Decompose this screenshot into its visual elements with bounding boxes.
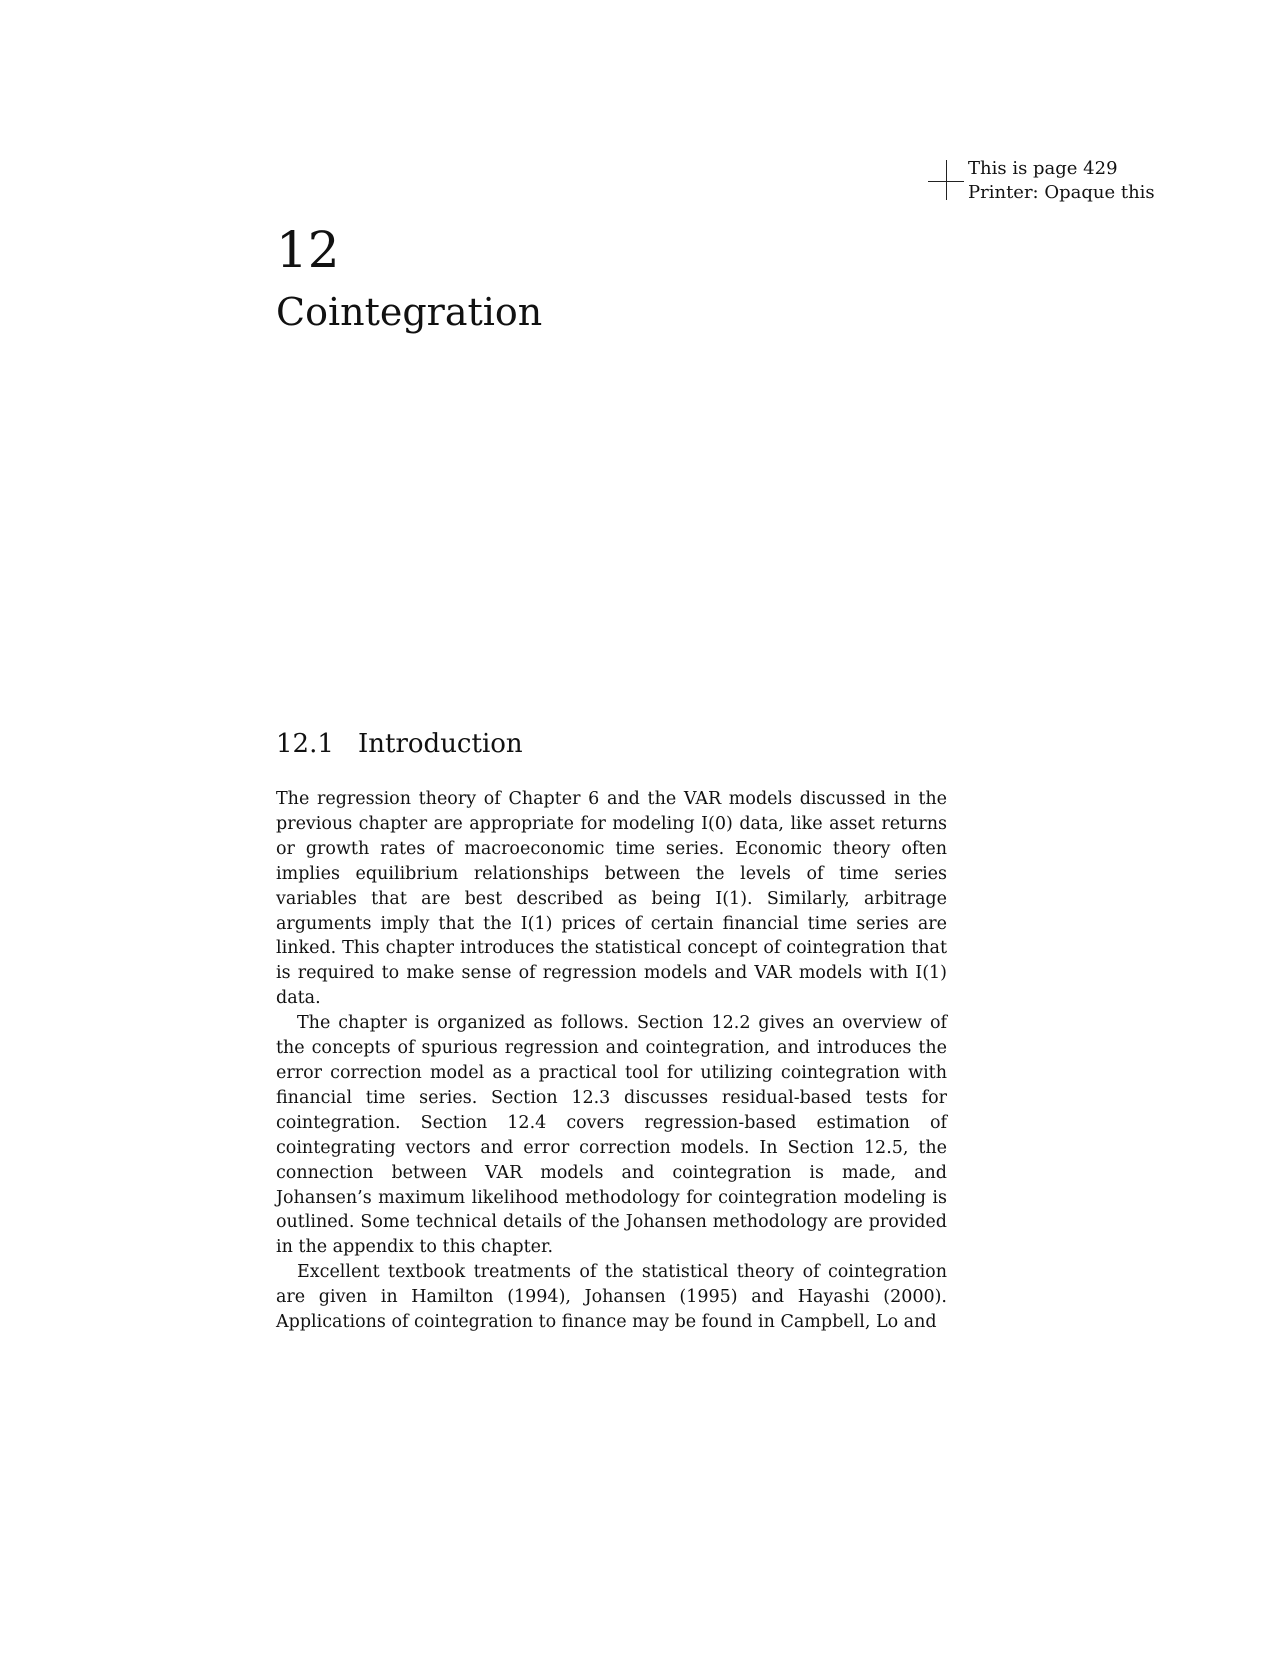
paragraph-1: The regression theory of Chapter 6 and the VAR models discussed in the previous chapter are appropriate for modeling I(0) data, like asset returns or growth rates of macroeconomic time series. Economic theory often implies equilibrium relationships between the levels of time series variables that are best described as being I(1). Similarly, arbitrage arguments imply that the I(1) prices of certain financial time series are linked. This chapter introduces the statistical concept of cointegration that is required to make sense of regression models and VAR models with I(1) data. [276, 789, 947, 1009]
printer-info-line: Printer: Opaque this [968, 182, 1155, 203]
paragraph-2: The chapter is organized as follows. Section 12.2 gives an overview of the concepts of spurious regression and cointegration, and introduces the error correction model as a practical tool for utilizing cointegration with financial time series. Section 12.3 discusses residual-based tests for cointegration. Section 12.4 covers regression-based estimation of cointegrating vectors and error correction models. In Section 12.5, the connection between VAR models and cointegration is made, and Johansen’s maximum likelihood methodology for cointegration modeling is outlined. Some technical details of the Johansen methodology are provided in the appendix to this chapter. [276, 1013, 947, 1258]
chapter-number: 12 [276, 221, 340, 279]
section-number: 12.1 [276, 729, 334, 759]
section-heading [276, 728, 523, 760]
printer-info [968, 157, 1155, 205]
page-info-line: This is page 429 [968, 158, 1118, 179]
section-title: Introduction [358, 729, 523, 759]
chapter-title: Cointegration [276, 290, 543, 334]
paragraph-3: Excellent textbook treatments of the statistical theory of cointegration are given in Hamilton (1994), Johansen (1995) and Hayashi (2000). Applications of cointegration to finance may be found in Campbell, Lo and [276, 1262, 947, 1333]
crop-mark-icon [928, 158, 968, 202]
crop-mark-vertical-line [946, 160, 947, 200]
body-text [276, 787, 947, 1335]
